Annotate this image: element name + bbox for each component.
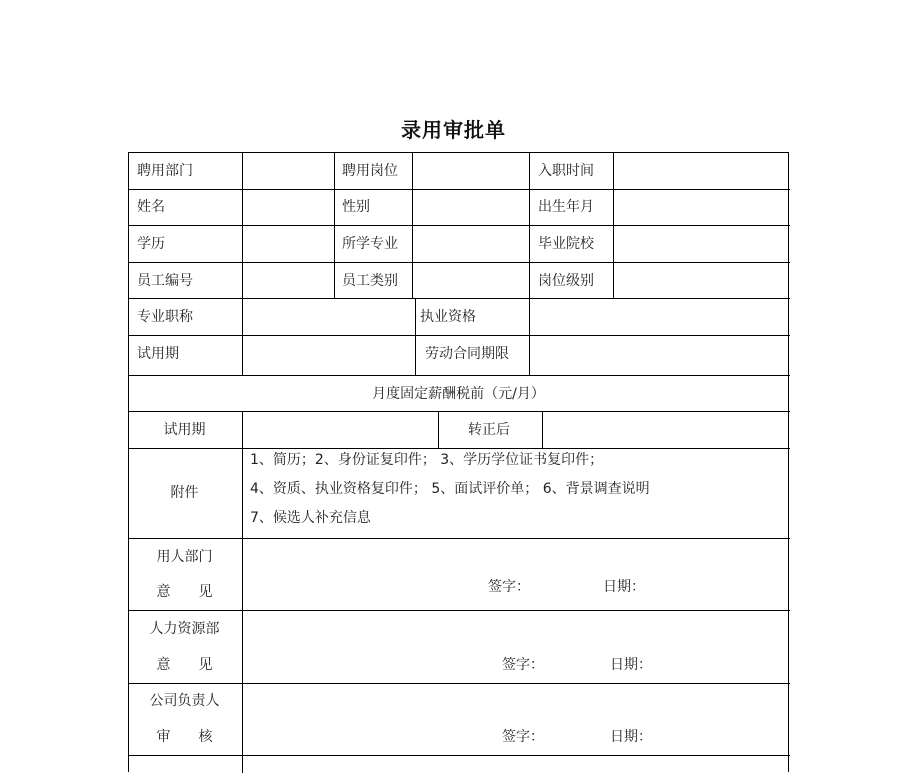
salary-heading: 月度固定薪酬税前（元/月） bbox=[372, 386, 545, 402]
label-employee-type: 员工类别 bbox=[342, 273, 398, 289]
label-qualification: 执业资格 bbox=[420, 309, 476, 325]
attachment-line-2: 4、资质、执业资格复印件； 5、面试评价单； 6、背景调查说明 bbox=[250, 481, 650, 497]
label-probation: 试用期 bbox=[137, 346, 179, 362]
signature-label: 签字： bbox=[502, 729, 544, 745]
date-label: 日期： bbox=[610, 729, 652, 745]
label-position-grade: 岗位级别 bbox=[538, 273, 594, 289]
label-start-date: 入职时间 bbox=[538, 163, 594, 179]
label-department-opinion: 用人部门 bbox=[156, 549, 213, 565]
label-attachments: 附件 bbox=[170, 485, 199, 501]
label-professional-title: 专业职称 bbox=[137, 309, 193, 325]
label-name: 姓名 bbox=[137, 199, 165, 215]
label-gender: 性别 bbox=[342, 199, 370, 215]
label-major: 所学专业 bbox=[342, 236, 398, 252]
label-executive-review: 公司负责人 bbox=[149, 693, 220, 709]
label-opinion: 意 见 bbox=[156, 657, 213, 673]
signature-label: 签字： bbox=[502, 657, 544, 673]
signature-label: 签字： bbox=[488, 579, 530, 595]
label-hiring-position: 聘用岗位 bbox=[342, 163, 398, 179]
label-review: 审 核 bbox=[156, 729, 213, 745]
label-salary-regular: 转正后 bbox=[468, 422, 510, 438]
form-title: 录用审批单 bbox=[401, 118, 506, 142]
attachment-line-3: 7、候选人补充信息 bbox=[250, 510, 371, 526]
label-salary-probation: 试用期 bbox=[163, 422, 206, 438]
label-employee-number: 员工编号 bbox=[137, 273, 193, 289]
label-opinion: 意 见 bbox=[156, 584, 213, 600]
date-label: 日期： bbox=[603, 579, 645, 595]
label-contract-term: 劳动合同期限 bbox=[425, 346, 509, 362]
attachment-line-1: 1、简历；2、身份证复印件； 3、学历学位证书复印件； bbox=[250, 452, 604, 468]
label-school: 毕业院校 bbox=[538, 236, 594, 252]
date-label: 日期： bbox=[610, 657, 652, 673]
label-hiring-department: 聘用部门 bbox=[137, 163, 193, 179]
label-hr-opinion: 人力资源部 bbox=[149, 621, 220, 637]
label-education: 学历 bbox=[137, 236, 165, 252]
label-birth: 出生年月 bbox=[538, 199, 594, 215]
